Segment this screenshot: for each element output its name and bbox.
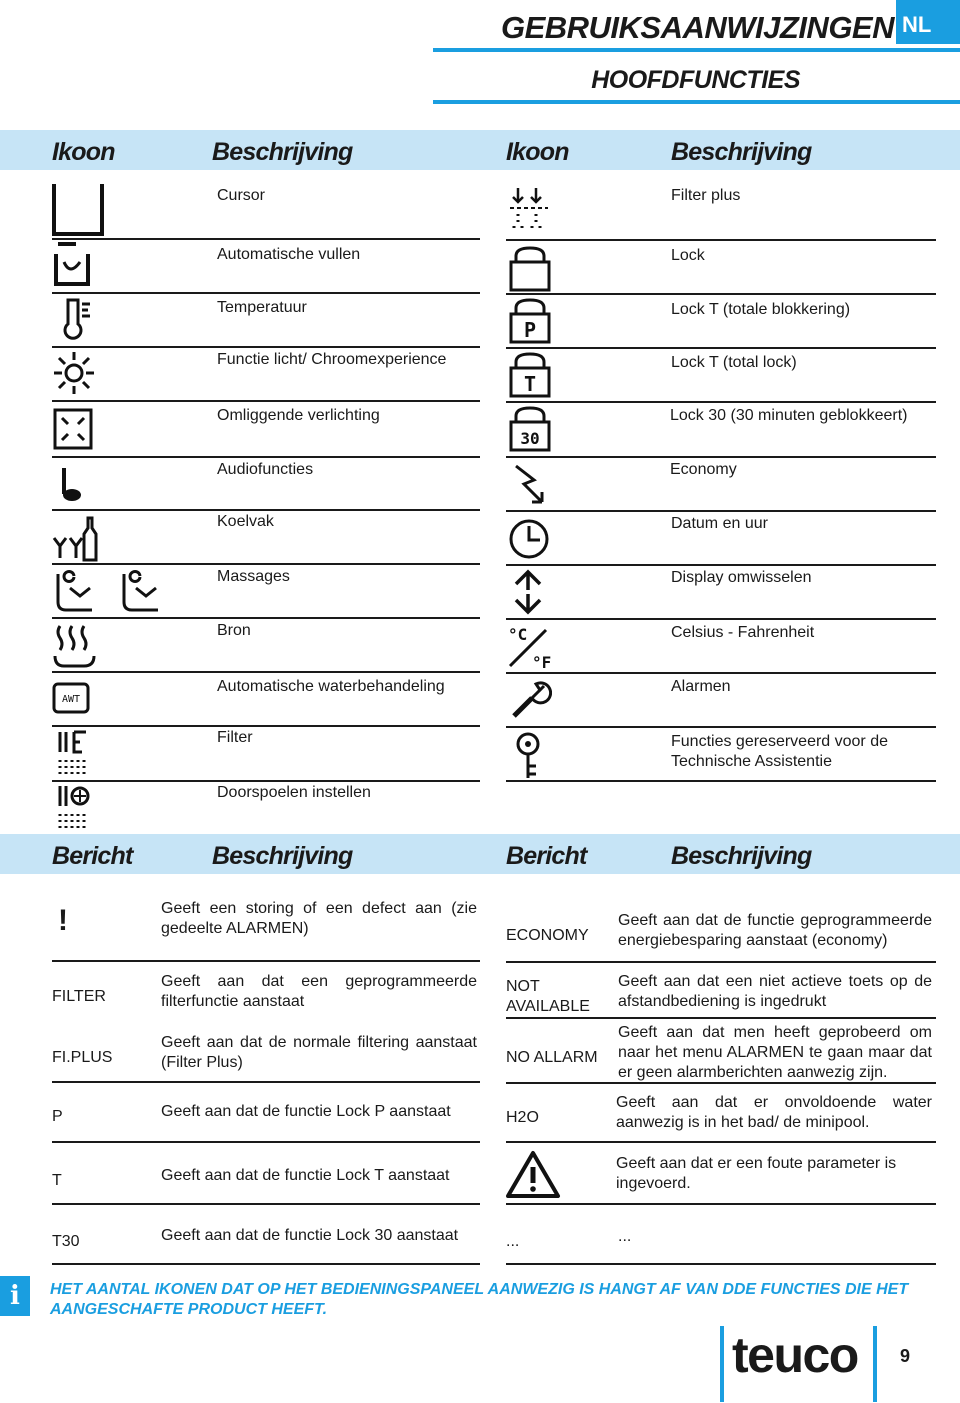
icon-description: Functie licht/ Chroomexperience (217, 351, 447, 368)
row-divider (52, 1141, 480, 1143)
logo-bar-left (720, 1326, 724, 1402)
row-divider (506, 780, 936, 782)
row-divider (52, 780, 480, 782)
awt-icon (52, 680, 92, 718)
col-header-description: Beschrijving (671, 138, 812, 166)
clock-icon (508, 516, 552, 562)
message-code: FI.PLUS (52, 1049, 113, 1066)
svg-text:°F: °F (532, 653, 552, 672)
row-divider (52, 1263, 480, 1265)
section-title: HOOFDFUNCTIES (591, 66, 800, 94)
col-header-message: Bericht (506, 842, 587, 870)
icon-description: Alarmen (671, 678, 731, 695)
row-divider (506, 564, 936, 566)
sun-light-icon (52, 350, 96, 396)
icon-description: Filter (217, 729, 253, 746)
icon-description: Datum en uur (671, 515, 768, 532)
svg-text:30: 30 (520, 429, 540, 448)
lightning-icon (512, 462, 548, 506)
col-header-description: Beschrijving (212, 842, 353, 870)
row-divider (52, 238, 480, 240)
row-divider (506, 618, 936, 620)
message-code: FILTER (52, 988, 106, 1005)
icon-description: Omliggende verlichting (217, 407, 380, 424)
filter-plus-icon (508, 186, 552, 236)
icon-description: Display omwisselen (671, 569, 812, 586)
glasses-bottle-icon (50, 514, 102, 564)
icon-description: Cursor (217, 187, 266, 204)
row-divider (52, 725, 480, 727)
lock-p-icon (508, 296, 552, 346)
row-divider (506, 456, 936, 458)
header-rule (433, 48, 960, 52)
info-icon: i (0, 1276, 30, 1316)
icon-description: Temperatuur (217, 299, 307, 316)
col-header-icon: Ikoon (52, 138, 115, 166)
row-divider (506, 1203, 936, 1205)
message-code: ! (58, 904, 68, 937)
icon-description: Lock 30 (30 minuten geblokkeert) (670, 407, 908, 424)
logo-bar-right (873, 1326, 877, 1402)
message-description: Geeft aan dat een niet actieve toets op de afstandbediening is ingedrukt (618, 973, 932, 1010)
page-number: 9 (900, 1346, 911, 1366)
music-note-icon (58, 464, 90, 504)
col-header-description: Beschrijving (671, 842, 812, 870)
message-code: T (52, 1172, 62, 1189)
icon-description: Celsius - Fahrenheit (671, 624, 815, 641)
row-divider (52, 1203, 480, 1205)
row-divider (52, 456, 480, 458)
row-divider (506, 961, 936, 963)
row-divider (52, 292, 480, 294)
row-divider (506, 1082, 936, 1084)
message-code: ... (506, 1233, 520, 1250)
wrench-icon (510, 676, 552, 720)
ambient-light-icon (52, 406, 96, 454)
massage-icon (52, 566, 168, 614)
celsius-fahrenheit-icon (506, 622, 554, 672)
icon-description: Bron (217, 622, 251, 639)
footer-note: HET AANTAL IKONEN DAT OP HET BEDIENINGSPANEEL AANWEZIG IS HANGT AF VAN DDE FUNCTIES DIE HET AANGESCHAFTE PRODUCT HEEFT. (50, 1281, 909, 1318)
row-divider (52, 960, 480, 962)
warning-triangle-icon (506, 1150, 562, 1200)
spring-steam-icon (52, 622, 98, 670)
icon-description: Lock (671, 247, 705, 264)
message-description: Geeft aan dat er onvoldoende water aanwezig is in het bad/ de minipool. (616, 1094, 932, 1131)
message-description: Geeft aan dat de functie Lock T aanstaat (161, 1167, 450, 1184)
icon-description: Economy (670, 461, 737, 478)
message-description: Geeft aan dat men heeft geprobeerd om naar het menu ALARMEN te gaan maar dat er geen alarmberichten aanwezig zijn. (618, 1024, 932, 1081)
row-divider (506, 293, 936, 295)
icon-description-line2: Technische Assistentie (671, 753, 832, 770)
lock-t-icon (508, 350, 552, 400)
svg-text:°C: °C (508, 625, 528, 644)
row-divider (506, 1263, 936, 1265)
col-header-icon: Ikoon (506, 138, 569, 166)
message-description: Geeft aan dat de functie Lock 30 aanstaat (161, 1227, 459, 1244)
thermometer-icon (56, 296, 96, 344)
row-divider (506, 1141, 936, 1143)
icons-table-header (0, 130, 960, 170)
message-description: Geeft aan dat de functie geprogrammeerde energiebesparing aanstaat (economy) (618, 912, 932, 949)
message-code: P (52, 1108, 63, 1125)
icon-description: Audiofuncties (217, 461, 314, 478)
col-header-message: Bericht (52, 842, 133, 870)
message-description: Geeft aan dat de functie Lock P aanstaat (161, 1103, 451, 1120)
message-description: Geeft een storing of een defect aan (zie gedeelte ALARMEN) (161, 900, 477, 937)
message-code: T30 (52, 1233, 80, 1250)
row-divider (52, 671, 480, 673)
icon-description: Functies gereserveerd voor de (671, 733, 888, 750)
row-divider (52, 563, 480, 565)
message-description: Geeft aan dat de normale filtering aanstaat (Filter Plus) (161, 1034, 477, 1071)
icon-description: Automatische waterbehandeling (217, 678, 445, 695)
icon-description: Automatische vullen (217, 246, 361, 263)
flush-settings-icon (56, 784, 96, 832)
icon-description: Lock T (totale blokkering) (671, 301, 851, 318)
row-divider (506, 239, 936, 241)
icon-description: Massages (217, 568, 290, 585)
row-divider (52, 400, 480, 402)
message-description: ... (618, 1228, 632, 1245)
message-code: ECONOMY (506, 927, 589, 944)
icon-description: Filter plus (671, 187, 741, 204)
brand-logo: teuco (732, 1327, 858, 1383)
language-badge: NL (896, 0, 960, 44)
row-divider (52, 346, 480, 348)
page-title: GEBRUIKSAANWIJZINGEN (500, 10, 894, 45)
row-divider (52, 509, 480, 511)
auto-fill-icon (50, 240, 114, 290)
svg-text:AWT: AWT (61, 694, 81, 705)
row-divider (506, 510, 936, 512)
filter-icon (56, 730, 96, 778)
row-divider (52, 1081, 480, 1083)
key-icon (512, 732, 548, 782)
messages-table-header (0, 834, 960, 874)
row-divider (506, 1017, 936, 1019)
row-divider (506, 672, 936, 674)
cursor-icon (50, 180, 114, 240)
message-code: NOT AVAILABLE (506, 978, 590, 1015)
lock-30-icon (508, 404, 552, 454)
message-description: Geeft aan dat een geprogrammeerde filterfunctie aanstaat (161, 973, 477, 1010)
lock-icon (508, 244, 552, 294)
swap-arrows-icon (510, 568, 550, 616)
message-code: NO ALLARM (506, 1049, 598, 1066)
icon-description: Lock T (total lock) (671, 354, 797, 371)
row-divider (506, 726, 936, 728)
svg-text:T: T (523, 372, 537, 396)
header-rule (433, 100, 960, 104)
message-code: H2O (506, 1109, 539, 1126)
row-divider (506, 347, 936, 349)
row-divider (506, 401, 936, 403)
icon-description: Doorspoelen instellen (217, 784, 371, 801)
svg-text:P: P (523, 318, 537, 342)
row-divider (52, 617, 480, 619)
col-header-description: Beschrijving (212, 138, 353, 166)
message-description: Geeft aan dat er een foute parameter is ingevoerd. (616, 1155, 897, 1192)
icon-description: Koelvak (217, 513, 274, 530)
